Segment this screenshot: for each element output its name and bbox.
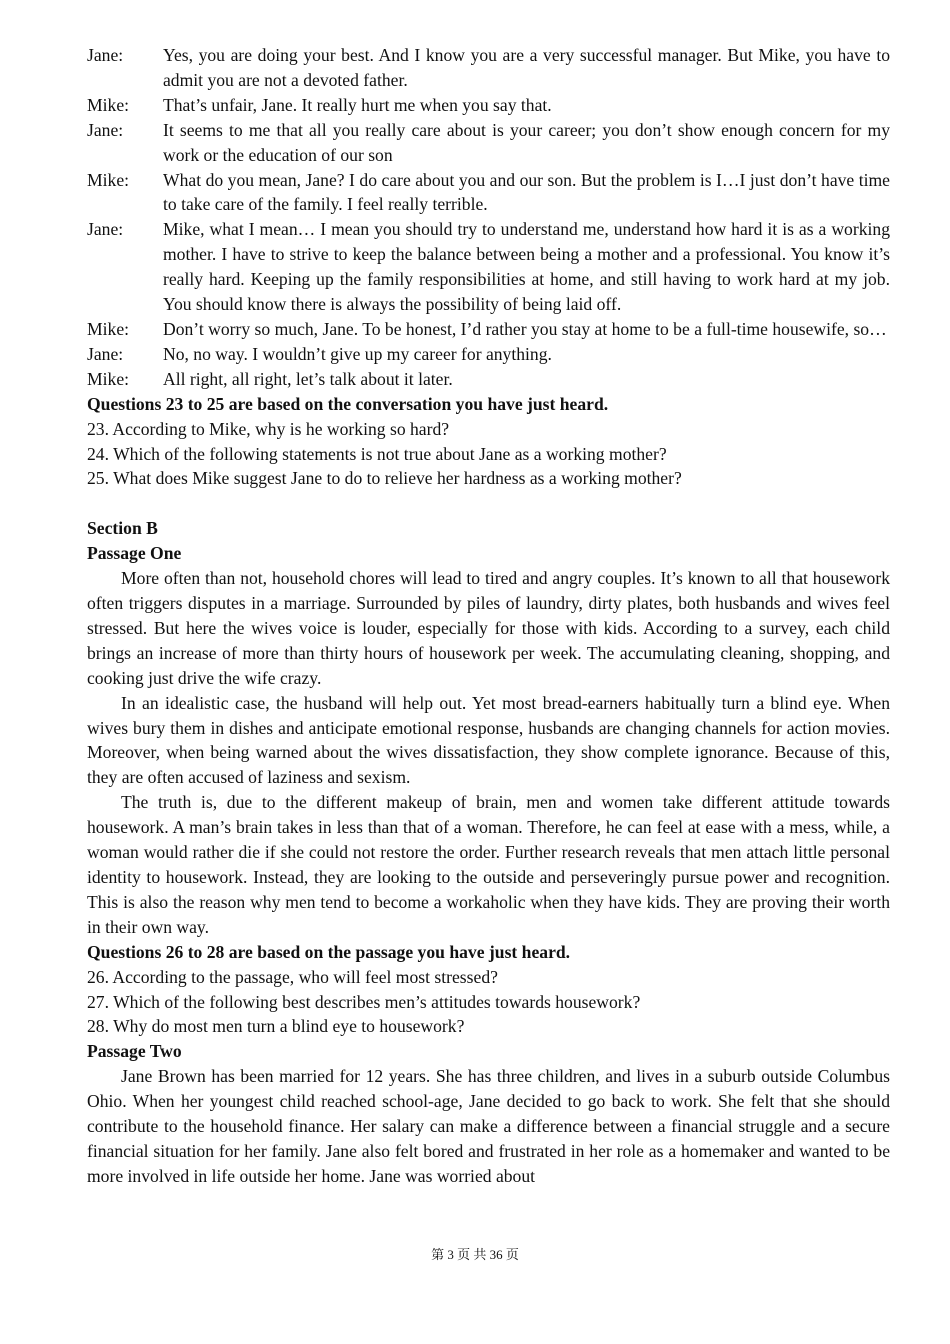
dialogue-text: Mike, what I mean… I mean you should try to understand me, understand how hard it is as a working mother. I have to strive to keep the balance between being a mother and a professional. You know it’s really hard. Keeping up the family responsibilities at home, and still having to work hard at my job. You should know there is always the possibility of being laid off. <box>163 219 890 315</box>
speaker-label: Mike: <box>87 368 130 389</box>
dialogue-turn <box>87 217 890 317</box>
dialogue-text: That’s unfair, Jane. It really hurt me when you say that. <box>163 94 552 115</box>
page-content <box>87 43 890 1189</box>
speaker-label: Jane: <box>87 219 124 240</box>
dialogue-turn <box>87 118 890 168</box>
speaker-label: Mike: <box>87 169 130 190</box>
dialogue-turn <box>87 93 890 118</box>
dialogue-turn <box>87 43 890 93</box>
question-item: 23. According to Mike, why is he working so hard? <box>87 418 450 439</box>
passage-paragraph: Jane Brown has been married for 12 years. She has three children, and lives in a suburb outside Columbus Ohio. When her youngest child reached school-age, Jane decided to go back to work. She felt that she should contribute to the household finance. Her salary can make a difference between a financial struggle and a secure financial situation for her family. Jane also felt bored and frustrated in her role as a homemaker and wanted to be more involved in life outside her home. Jane was worried about <box>87 1066 890 1186</box>
passage-title: Passage One <box>87 543 182 564</box>
passage-paragraph: The truth is, due to the different makeup of brain, men and women take different attitude towards housework. A man’s brain takes in less than that of a woman. Therefore, he can feel at ease with a mess, while, a woman would rather die if she could not restore the order. Further research reveals that men attach little personal identity to housework. Instead, they are looking to the outside and perseveringly pursue power and recognition. This is also the reason why men tend to become a workaholic when they have kids. They are proving their worth in their own way. <box>87 792 890 937</box>
questions-heading: Questions 23 to 25 are based on the conversation you have just heard. <box>87 393 609 414</box>
question-item: 27. Which of the following best describes men’s attitudes towards housework? <box>87 991 641 1012</box>
speaker-label: Jane: <box>87 119 124 140</box>
spacer <box>87 491 890 516</box>
questions-heading: Questions 26 to 28 are based on the passage you have just heard. <box>87 941 571 962</box>
dialogue-turn <box>87 367 890 392</box>
passage-paragraph: In an idealistic case, the husband will help out. Yet most bread-earners habitually turn a blind eye. When wives bury them in dishes and anticipate emotional response, husbands are changing channels for action movies. Moreover, when being warned about the wives dissatisfaction, they show complete ignorance. Because of this, they are often accused of laziness and sexism. <box>87 692 890 788</box>
dialogue-text: No, no way. I wouldn’t give up my career for anything. <box>163 343 552 364</box>
dialogue-turn <box>87 317 890 342</box>
question-item: 24. Which of the following statements is not true about Jane as a working mother? <box>87 443 667 464</box>
passage-title: Passage Two <box>87 1041 182 1062</box>
speaker-label: Jane: <box>87 45 124 65</box>
speaker-label: Mike: <box>87 318 130 339</box>
dialogue-turn <box>87 168 890 218</box>
dialogue-text: All right, all right, let’s talk about it later. <box>163 368 453 389</box>
speaker-label: Jane: <box>87 343 124 364</box>
section-title: Section B <box>87 518 158 539</box>
dialogue-text: Yes, you are doing your best. And I know you are a very successful manager. But Mike, you have to admit you are not a devoted father. <box>163 45 890 90</box>
dialogue-text: It seems to me that all you really care about is your career; you don’t show enough concern for my work or the education of our son <box>163 119 890 165</box>
question-item: 25. What does Mike suggest Jane to do to relieve her hardness as a working mother? <box>87 468 682 489</box>
dialogue-text: Don’t worry so much, Jane. To be honest, I’d rather you stay at home to be a full-time housewife, so… <box>163 318 887 339</box>
question-item: 28. Why do most men turn a blind eye to housework? <box>87 1016 465 1037</box>
dialogue-text: What do you mean, Jane? I do care about you and our son. But the problem is I…I just don’t have time to take care of the family. I feel really terrible. <box>163 169 890 215</box>
speaker-label: Mike: <box>87 94 130 115</box>
dialogue-turn <box>87 342 890 367</box>
passage-paragraph: More often than not, household chores will lead to tired and angry couples. It’s known to all that housework often triggers disputes in a marriage. Surrounded by piles of laundry, dirty plates, both husbands and wives feel stressed. But here the wives voice is louder, especially for those with kids. According to a survey, each child brings an increase of more than thirty hours of housework per week. The accumulating cleaning, shopping, and cooking just drive the wife crazy. <box>87 568 890 688</box>
page-footer: 第 3 页 共 36 页 <box>431 1247 519 1262</box>
question-item: 26. According to the passage, who will feel most stressed? <box>87 966 498 987</box>
dialogue <box>87 43 890 392</box>
